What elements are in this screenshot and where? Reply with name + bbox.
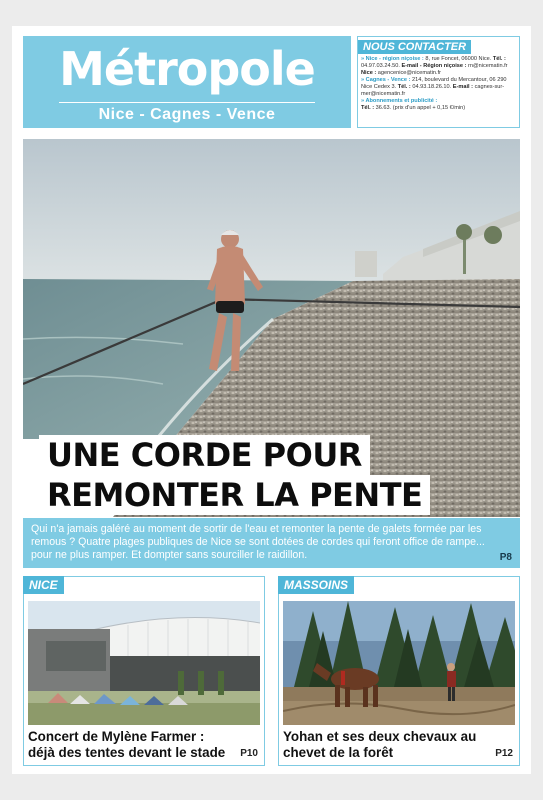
- card-caption: Yohan et ses deux chevaux au chevet de la forêt: [283, 729, 477, 760]
- masthead-towns: Nice - Cagnes - Vence: [98, 106, 276, 123]
- contact-abo-tel: 36.63. (prix d'un appel + 0,15 €/min): [375, 105, 466, 111]
- contact-cagnes: [361, 77, 516, 98]
- stadium-illustration: [28, 601, 260, 725]
- card-caption: Concert de Mylène Farmer : déjà des tentes devant le stade: [28, 729, 226, 760]
- story-card-massoins[interactable]: [278, 576, 520, 766]
- contact-cagnes-address: 214, boulevard du Mercantour, 06 290 Nice Cedex 3.: [361, 77, 507, 90]
- masthead-divider: [59, 102, 315, 103]
- contact-nice-email2[interactable]: agencenice@nicematin.fr: [377, 70, 441, 76]
- contact-cagnes-email[interactable]: cagnes-sur-mer@nicematin.fr: [361, 84, 505, 97]
- contact-cagnes-heading: » Cagnes - Vence :: [361, 77, 411, 83]
- forest-illustration: [283, 601, 515, 725]
- headline-line-2: REMONTER LA PENTE: [39, 475, 430, 515]
- contact-nice-email[interactable]: rn@nicematin.fr: [467, 63, 508, 69]
- masthead: [23, 36, 351, 128]
- hero-photo: [23, 139, 520, 517]
- contact-abo-heading: » Abonnements et publicité :: [361, 98, 438, 104]
- contact-body: [358, 56, 519, 112]
- card-page-ref: P12: [495, 748, 513, 759]
- card-kicker: MASSOINS: [278, 576, 354, 594]
- newspaper-page: [12, 26, 531, 774]
- contact-nice-email2-label: Nice :: [361, 70, 377, 76]
- contact-title: NOUS CONTACTER: [358, 40, 471, 54]
- newspaper-title: Métropole: [59, 42, 315, 96]
- contact-nice-tel: 04.97.03.24.50.: [361, 63, 400, 69]
- card-kicker: NICE: [23, 576, 64, 594]
- contact-nice-heading: » Nice - région niçoise :: [361, 56, 424, 62]
- contact-nice-email-label: E-mail - Région niçoise :: [401, 63, 467, 69]
- lede-page-ref[interactable]: P8: [499, 552, 512, 563]
- contact-nice: [361, 56, 516, 77]
- lede-box: [23, 518, 520, 568]
- contact-cagnes-email-label: E-mail :: [452, 84, 473, 90]
- contact-cagnes-tel-label: Tél. :: [397, 84, 411, 90]
- card-page-ref: P10: [240, 748, 258, 759]
- contact-nice-tel-label: Tél. :: [492, 56, 506, 62]
- contact-abo-tel-label: Tél. :: [361, 105, 375, 111]
- headline-line-1: UNE CORDE POUR: [39, 435, 370, 475]
- stadium-photo: [28, 601, 260, 725]
- contact-nice-address: 8, rue Foncet, 06000 Nice.: [425, 56, 492, 62]
- story-card-nice[interactable]: [23, 576, 265, 766]
- contact-box: [357, 36, 520, 128]
- contact-abonnements: [361, 98, 516, 112]
- contact-cagnes-tel: 04.93.18.26.10.: [412, 84, 452, 90]
- forest-photo: [283, 601, 515, 725]
- lede-text: Qui n'a jamais galéré au moment de sortir de l'eau et remonter la pente de galets formée par les remous ? Quatre plages publiques de Nice se sont dotées de cordes qui feront office de rampe... pour ne plus ramper. Et dompter sans sourciller le raidillon.: [31, 523, 485, 561]
